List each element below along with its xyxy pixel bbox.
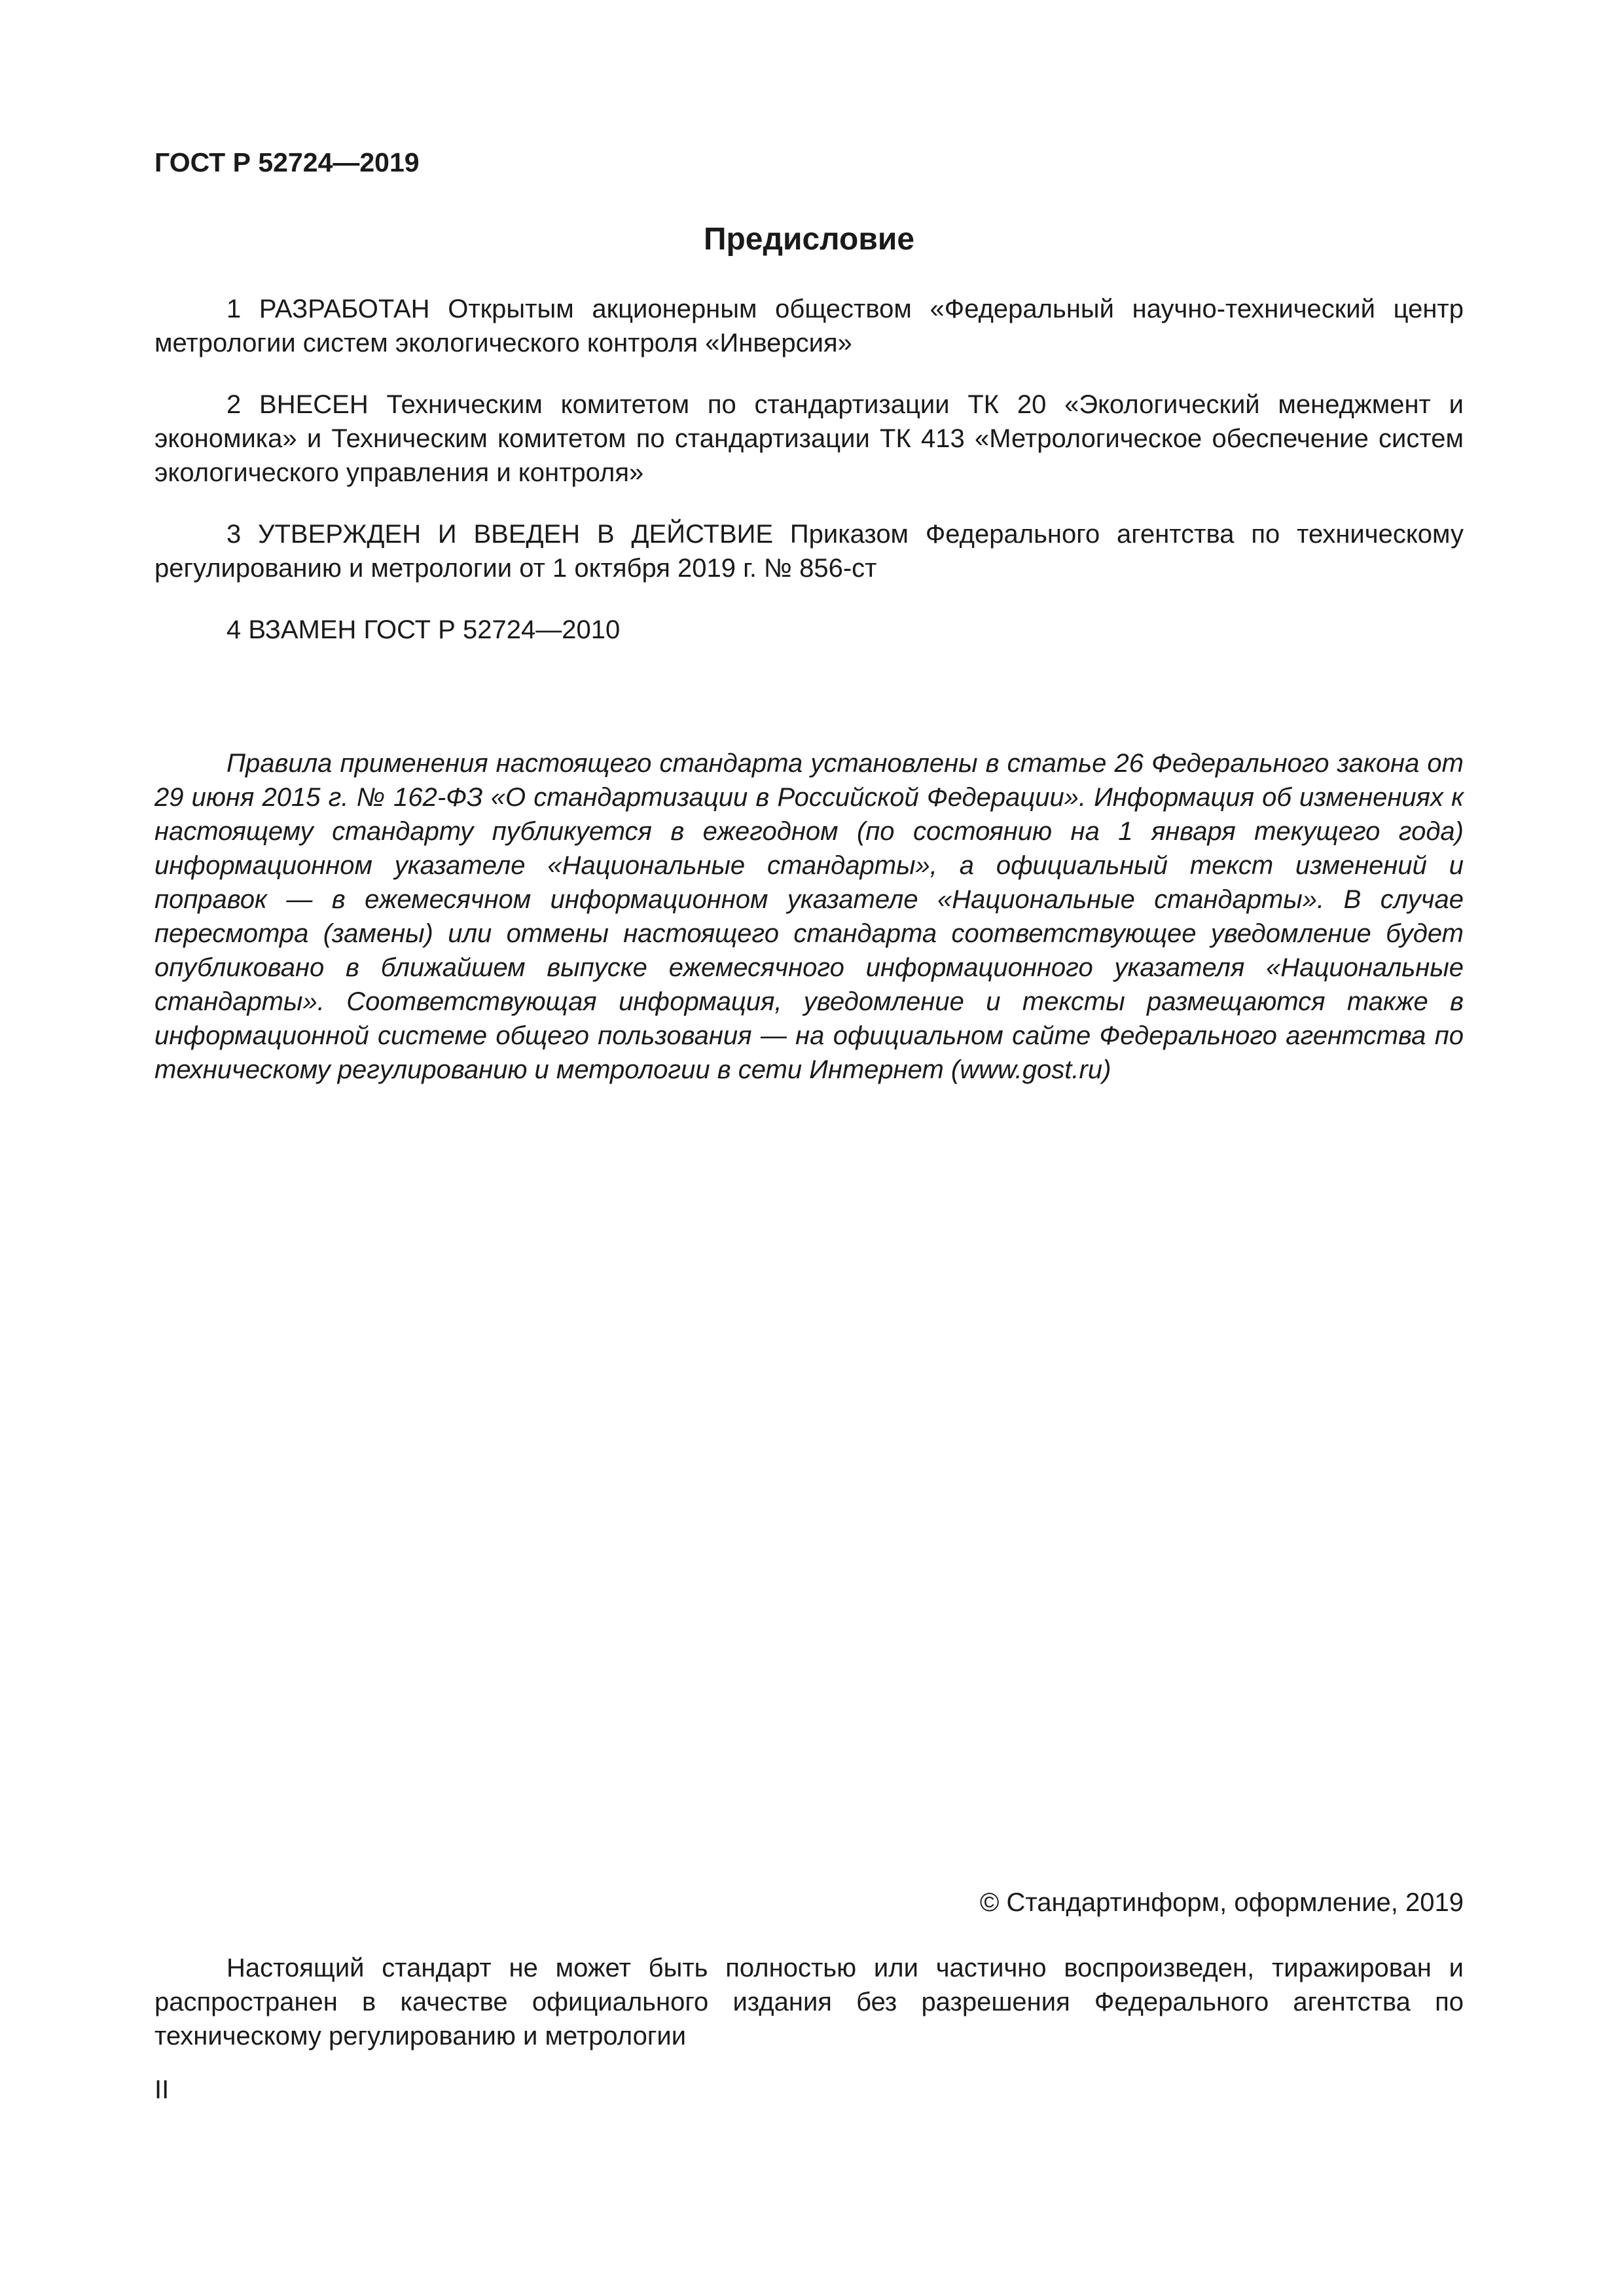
preface-item-lead: 4 ВЗАМЕН ГОСТ Р 52724—2010: [226, 615, 621, 644]
preface-item-text: Техническим комитетом по стандартизации ТК 20 «Экологический менеджмент и экономика» и Техническим комитетом по стандартизации ТК 413 «Метрологическое обеспечение систем экологического управления и контроля»: [154, 390, 1464, 487]
application-rules-notice: Правила применения настоящего стандарта установлены в статье 26 Федерального закона от 29 июня 2015 г. № 162-ФЗ «О стандартизации в Российской Федерации». Информация об изменениях к настоящему стандарту публикуется в ежегодном (по состоянию на 1 января текущего года) информационном указателе «Национальные стандарты», а официальный текст изменений и поправок — в ежемесячном информационном указателе «Национальные стандарты». В случае пересмотра (замены) или отмены настоящего стандарта соответствующее уведомление будет опубликовано в ближайшем выпуске ежемесячного информационного указателя «Национальные стандарты». Соответствующая информация, уведомление и тексты размещаются также в информационной системе общего пользования — на официальном сайте Федерального агентства по техническому регулированию и метрологии в сети Интернет (www.gost.ru): [154, 749, 1464, 1084]
preface-item-text: Открытым акционерным обществом «Федеральный научно-технический центр метрологии систем экологического контроля «Инверсия»: [154, 295, 1464, 357]
preface-item-approved: [154, 517, 1464, 585]
copyright-line: © Стандартинформ, оформление, 2019: [979, 1888, 1464, 1917]
page-title: Предисловие: [703, 222, 915, 257]
preface-item-lead: 2 ВНЕСЕН: [226, 390, 369, 419]
preface-item-lead: 1 РАЗРАБОТАН: [226, 295, 430, 323]
preface-item-developed: [154, 292, 1464, 360]
document-code: ГОСТ Р 52724—2019: [154, 147, 420, 177]
preface-item-introduced: [154, 388, 1464, 490]
reproduction-notice: Настоящий стандарт не может быть полностью или частично воспроизведен, тиражирован и распространен в качестве официального издания без разрешения Федерального агентства по техническому регулированию и метрологии: [154, 1954, 1464, 2050]
preface-item-lead: 3 УТВЕРЖДЕН И ВВЕДЕН В ДЕЙСТВИЕ: [226, 520, 774, 549]
preface-item-text: Приказом Федерального агентства по техническому регулированию и метрологии от 1 октября 2019 г. № 856-ст: [154, 520, 1464, 583]
page-number: II: [154, 2075, 170, 2104]
preface-list: [154, 292, 1464, 674]
preface-item-replaces: [154, 613, 1464, 647]
